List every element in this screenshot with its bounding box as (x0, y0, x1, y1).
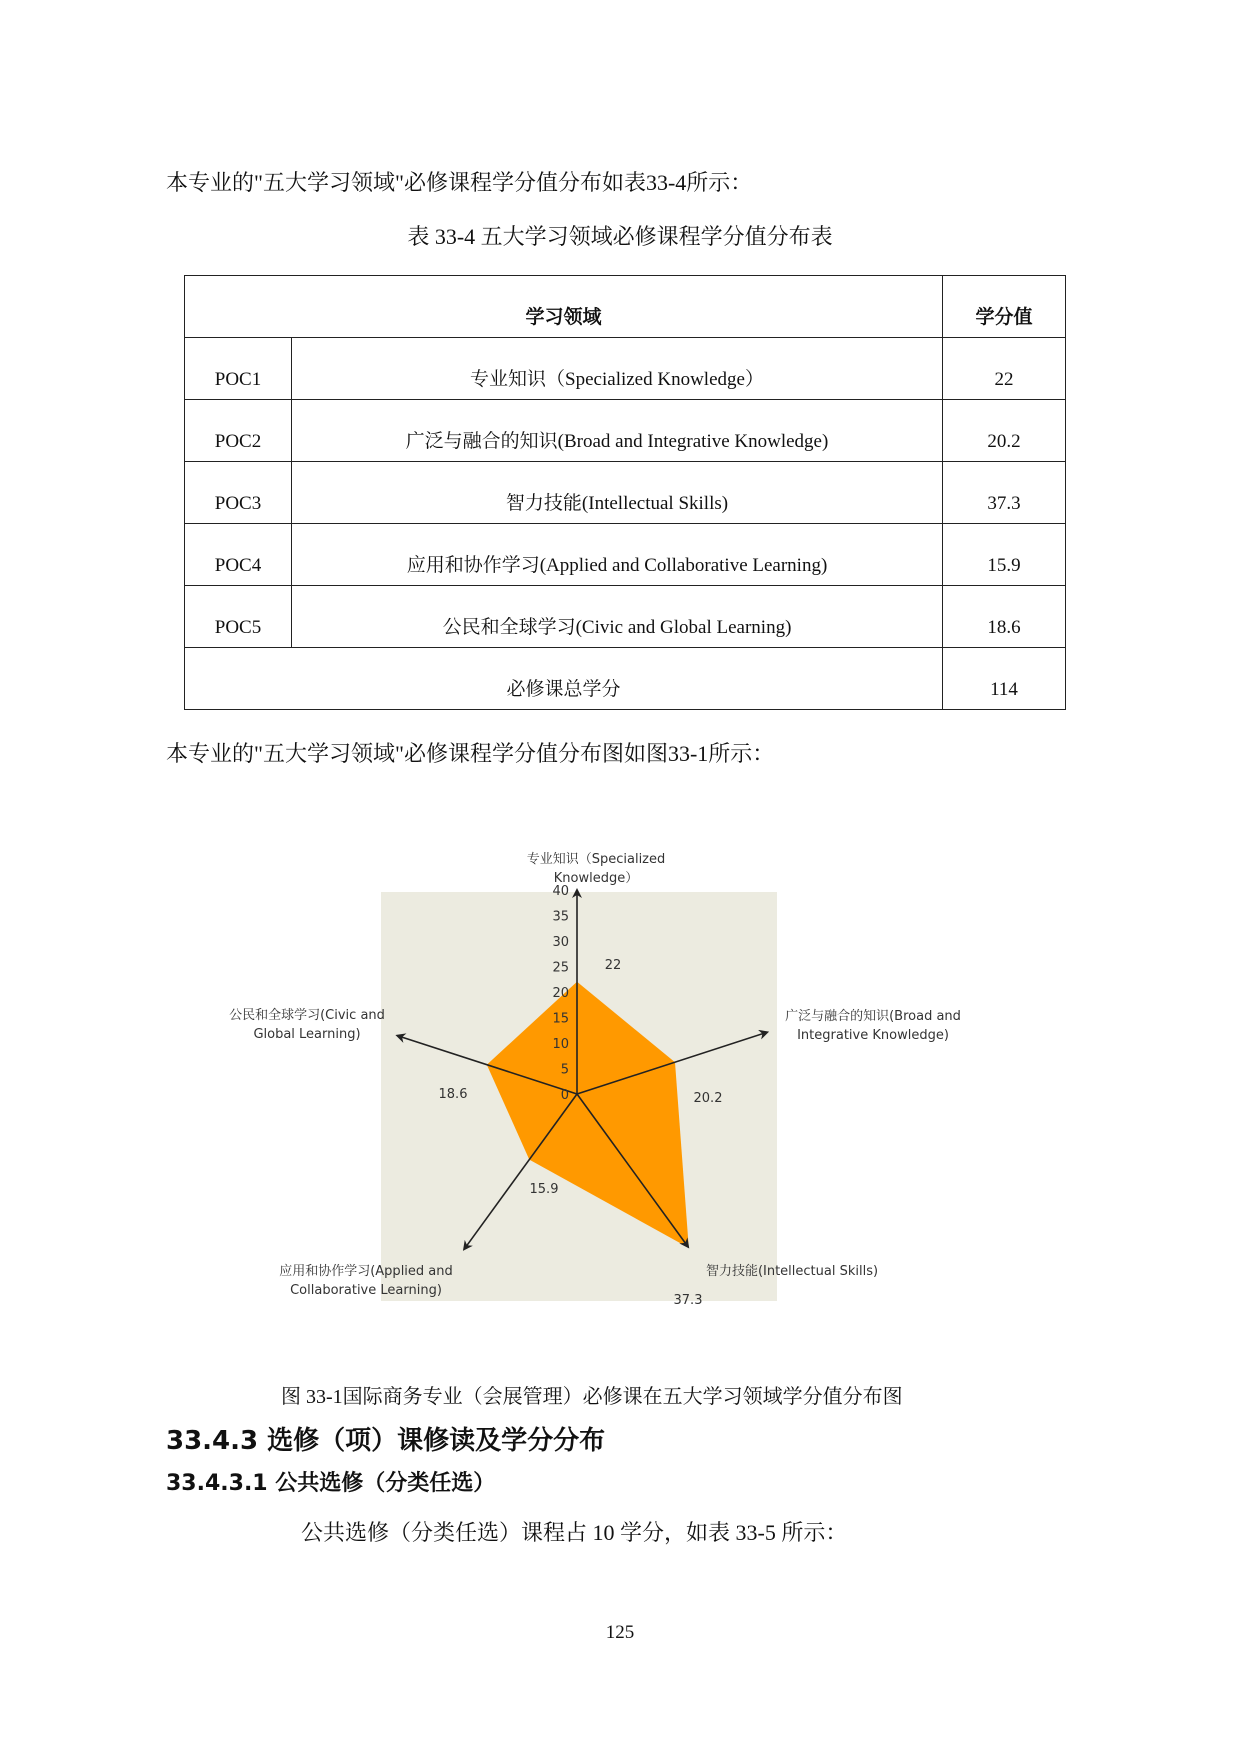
tick-label: 20 (552, 986, 569, 1001)
table-caption: 表 33-4 五大学习领域必修课程学分值分布表 (407, 224, 833, 249)
axis-label: Integrative Knowledge) (797, 1028, 949, 1043)
data-value-label: 37.3 (673, 1293, 703, 1308)
row-credit: 37.3 (943, 462, 1066, 524)
data-value-label: 20.2 (693, 1091, 723, 1106)
tick-label: 30 (552, 935, 569, 950)
total-value: 114 (943, 648, 1066, 710)
figure-caption: 图 33-1国际商务专业（会展管理）必修课在五大学习领域学分值分布图 (281, 1386, 903, 1408)
total-label: 必修课总学分 (185, 648, 943, 710)
axis-label: 应用和协作学习(Applied and (279, 1264, 453, 1279)
row-domain-name: 专业知识（Specialized Knowledge） (292, 338, 943, 400)
table-header-row (185, 276, 1066, 338)
row-domain-name: 应用和协作学习(Applied and Collaborative Learning) (292, 524, 943, 586)
row-code: POC2 (185, 400, 292, 462)
section-heading: 33.4.3 选修（项）课修读及学分分布 (166, 1426, 606, 1456)
axis-label: 广泛与融合的知识(Broad and (785, 1009, 961, 1024)
axis-label: 智力技能(Intellectual Skills) (705, 1264, 879, 1279)
elective-paragraph: 公共选修（分类任选）课程占 10 学分，如表 33-5 所示： (301, 1520, 848, 1545)
tick-label: 35 (552, 909, 569, 925)
row-code: POC4 (185, 524, 292, 586)
row-domain-name: 广泛与融合的知识(Broad and Integrative Knowledge) (292, 400, 943, 462)
credit-distribution-table (184, 275, 1066, 710)
tick-label: 40 (552, 884, 569, 899)
table-row (185, 586, 1066, 648)
header-domain: 学习领域 (185, 276, 943, 338)
axis-label: Collaborative Learning) (290, 1283, 442, 1298)
axis-label: 公民和全球学习(Civic and (229, 1008, 385, 1023)
header-credit: 学分值 (943, 276, 1066, 338)
table-total-row (185, 648, 1066, 710)
row-credit: 15.9 (943, 524, 1066, 586)
axis-label: Knowledge） (553, 871, 639, 886)
row-domain-name: 智力技能(Intellectual Skills) (292, 462, 943, 524)
tick-label: 0 (560, 1088, 569, 1103)
tick-label: 10 (552, 1037, 569, 1052)
table-row (185, 462, 1066, 524)
data-value-label: 15.9 (529, 1182, 559, 1197)
row-code: POC3 (185, 462, 292, 524)
table-row (185, 338, 1066, 400)
tick-label: 5 (560, 1062, 569, 1078)
table-row (185, 400, 1066, 462)
intro-chart-paragraph: 本专业的"五大学习领域"必修课程学分值分布图如图33-1所示： (166, 741, 775, 766)
page-number: 125 (605, 1622, 635, 1643)
row-code: POC1 (185, 338, 292, 400)
tick-label: 15 (552, 1011, 569, 1027)
radar-chart-svg (0, 830, 1240, 1330)
axis-label: Global Learning) (253, 1027, 361, 1042)
row-domain-name: 公民和全球学习(Civic and Global Learning) (292, 586, 943, 648)
row-code: POC5 (185, 586, 292, 648)
data-value-label: 22 (604, 958, 622, 973)
row-credit: 20.2 (943, 400, 1066, 462)
row-credit: 22 (943, 338, 1066, 400)
subsection-heading: 33.4.3.1 公共选修（分类任选） (166, 1471, 496, 1496)
row-credit: 18.6 (943, 586, 1066, 648)
data-value-label: 18.6 (438, 1087, 468, 1102)
radar-chart (0, 830, 1240, 1330)
intro-table-paragraph: 本专业的"五大学习领域"必修课程学分值分布如表33-4所示： (166, 170, 753, 195)
table-row (185, 524, 1066, 586)
axis-label: 专业知识（Specialized (526, 852, 666, 867)
tick-label: 25 (552, 960, 569, 976)
